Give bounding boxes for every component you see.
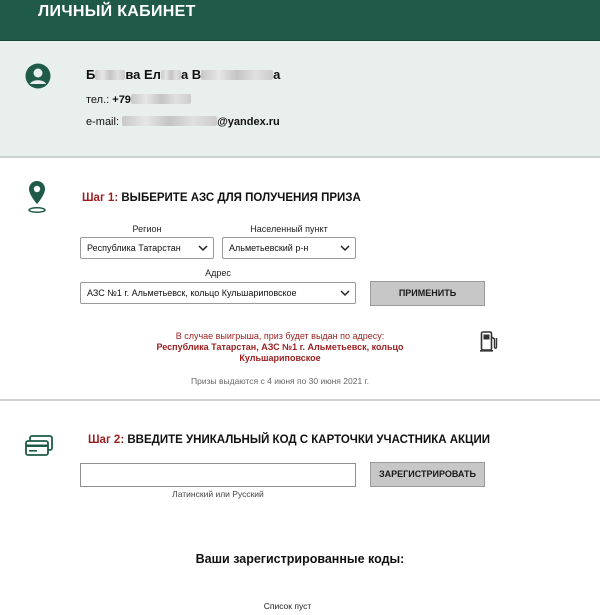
user-name: Б ва Ел а В а bbox=[86, 67, 281, 82]
user-avatar-icon bbox=[25, 63, 51, 89]
code-input[interactable] bbox=[80, 463, 356, 487]
prize-dates: Призы выдаются с 4 июня по 30 июня 2021 г. bbox=[191, 376, 369, 386]
locality-select[interactable]: Альметьевский р-н bbox=[222, 237, 356, 259]
step2-section bbox=[0, 401, 600, 615]
region-label: Регион bbox=[132, 224, 162, 234]
step2-title: Шаг 2: ВВЕДИТЕ УНИКАЛЬНЫЙ КОД С КАРТОЧКИ УЧАСТНИКА АКЦИИ bbox=[88, 434, 490, 446]
page-title: ЛИЧНЫЙ КАБИНЕТ bbox=[38, 3, 196, 20]
region-select[interactable]: Республика Татарстан bbox=[80, 237, 214, 259]
user-phone: тел.: +79 bbox=[86, 94, 191, 106]
code-hint: Латинский или Русский bbox=[172, 489, 264, 499]
user-email: e-mail: @yandex.ru bbox=[86, 116, 280, 128]
apply-button[interactable]: ПРИМЕНИТЬ bbox=[370, 281, 485, 306]
codes-empty-text: Список пуст bbox=[263, 601, 312, 611]
registered-codes-title: Ваши зарегистрированные коды: bbox=[195, 552, 405, 566]
chevron-down-icon bbox=[339, 283, 351, 303]
locality-label: Населенный пункт bbox=[250, 224, 328, 234]
address-select[interactable]: АЗС №1 г. Альметьевск, кольцо Кульшариповское bbox=[80, 282, 356, 304]
register-button[interactable]: ЗАРЕГИСТРИРОВАТЬ bbox=[370, 462, 485, 487]
page-header bbox=[0, 0, 600, 41]
step1-section bbox=[0, 158, 600, 399]
profile-panel bbox=[0, 41, 600, 158]
cards-icon bbox=[25, 435, 53, 457]
chevron-down-icon bbox=[339, 238, 351, 258]
chevron-down-icon bbox=[197, 238, 209, 258]
address-label: Адрес bbox=[205, 268, 231, 278]
location-pin-icon bbox=[28, 180, 46, 214]
step1-title: Шаг 1: ВЫБЕРИТЕ АЗС ДЛЯ ПОЛУЧЕНИЯ ПРИЗА bbox=[82, 192, 361, 204]
prize-notice: В случае выигрыша, приз будет выдан по адресу: Республика Татарстан, АЗС №1 г. Альметьевск, кольцо Кульшариповское bbox=[156, 331, 404, 363]
fuel-pump-icon bbox=[480, 330, 498, 352]
